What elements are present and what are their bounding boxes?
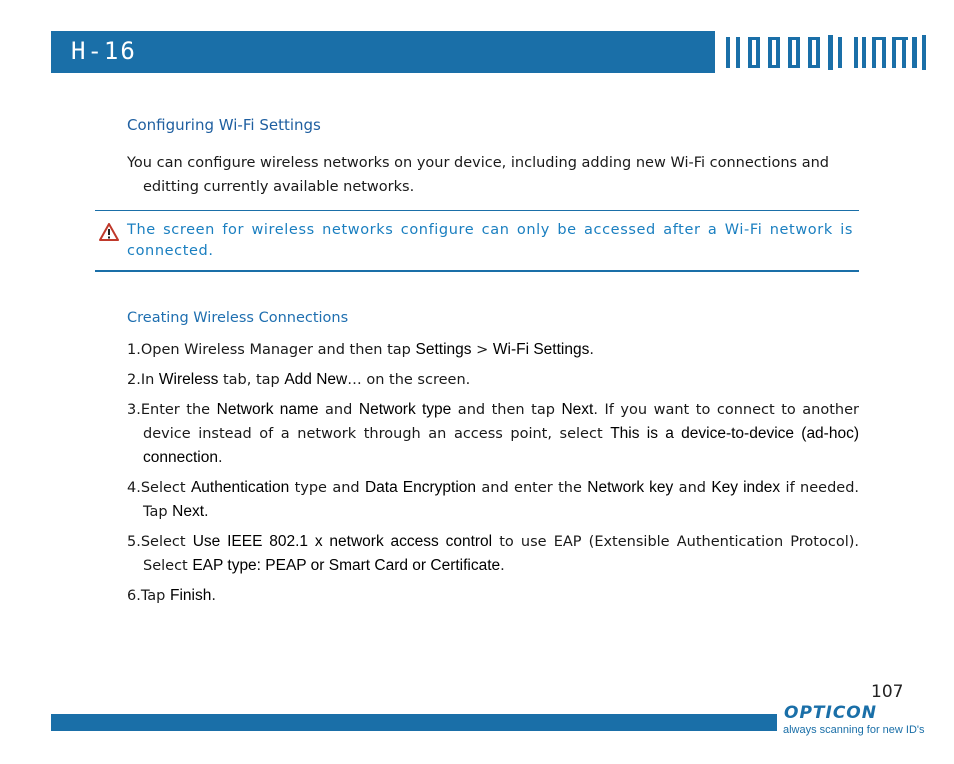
warning-triangle-icon xyxy=(99,223,119,241)
step-text: and xyxy=(673,480,712,496)
footer-bar xyxy=(51,714,777,731)
ui-term: Network key xyxy=(587,479,674,496)
list-item xyxy=(127,530,859,578)
list-item xyxy=(127,398,859,470)
step-text: . xyxy=(211,588,216,604)
step-number: 4. xyxy=(127,480,141,496)
steps-list xyxy=(127,338,859,614)
list-item xyxy=(127,368,859,392)
step-text: . xyxy=(500,558,505,574)
step-text: In xyxy=(140,372,159,388)
step-number: 2. xyxy=(127,372,141,388)
ui-term: EAP type: PEAP or Smart Card or Certificate xyxy=(192,557,501,574)
ui-term: Authentication xyxy=(190,479,290,496)
step-text: Tap xyxy=(140,588,170,604)
header-bar xyxy=(51,31,715,73)
step-text: Enter the xyxy=(140,402,217,418)
barcode-decoration xyxy=(726,35,936,70)
step-text: . xyxy=(217,450,223,466)
step-number: 1. xyxy=(127,342,141,358)
step-text: . xyxy=(204,504,209,520)
step-text: … on the screen. xyxy=(347,372,471,388)
ui-term: Data Encryption xyxy=(364,479,477,496)
list-item xyxy=(127,338,859,362)
step-number: 3. xyxy=(127,402,141,418)
step-text: and then tap xyxy=(451,402,562,418)
step-text: > xyxy=(471,342,493,358)
brand-tagline: always scanning for new ID's xyxy=(783,724,925,736)
step-text: Open Wireless Manager and then tap xyxy=(140,342,416,358)
step-text: tab, tap xyxy=(218,372,285,388)
list-item xyxy=(127,584,859,608)
step-text: type and xyxy=(289,480,365,496)
ui-term: Finish xyxy=(170,587,212,604)
ui-term: Network type xyxy=(358,401,452,418)
step-text: and xyxy=(318,402,359,418)
step-text: . xyxy=(589,342,594,358)
step-text: Select xyxy=(140,480,191,496)
intro-paragraph: You can configure wireless networks on your device, including adding new Wi-Fi connections and editting currently available networks. xyxy=(127,155,829,195)
ui-term: Next xyxy=(172,503,205,520)
warning-box xyxy=(95,210,859,272)
ui-term: Settings xyxy=(415,341,472,358)
step-text: Select xyxy=(140,534,193,550)
page-header-title: H-16 xyxy=(71,37,137,65)
step-number: 6. xyxy=(127,588,141,604)
ui-term: Next xyxy=(561,401,594,418)
subsection-title: Creating Wireless Connections xyxy=(127,310,349,326)
step-text: if needed. Tap xyxy=(143,480,860,520)
step-text: and enter the xyxy=(476,480,588,496)
ui-term: Add New xyxy=(284,371,348,388)
step-text: to use EAP (Extensible Authentication Protocol). Select xyxy=(143,534,859,574)
brand-logo: OPTICON xyxy=(784,703,877,723)
ui-term: Key index xyxy=(711,479,781,496)
step-number: 5. xyxy=(127,534,141,550)
list-item xyxy=(127,476,859,524)
ui-term: Use IEEE 802.1 x network access control xyxy=(192,533,493,550)
section-title: Configuring Wi-Fi Settings xyxy=(127,116,321,134)
ui-term: This is a device-to-device (ad-hoc) connection xyxy=(143,425,859,466)
ui-term: Wi-Fi Settings xyxy=(492,341,590,358)
step-text: . If you want to connect to another device instead of a network through an access point, select xyxy=(143,402,859,442)
warning-text: The screen for wireless networks configure can only be accessed after a Wi-Fi network is connected. xyxy=(127,222,853,259)
ui-term: Network name xyxy=(216,401,319,418)
ui-term: Wireless xyxy=(158,371,219,388)
page-number: 107 xyxy=(871,682,904,702)
